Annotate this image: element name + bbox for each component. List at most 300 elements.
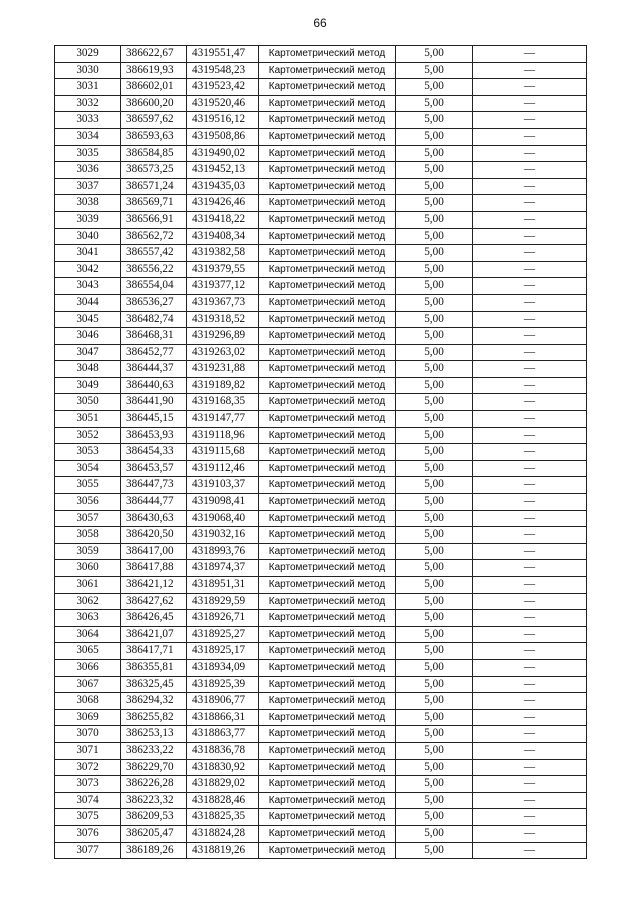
precision-cell: 5,00: [396, 427, 473, 444]
notes-cell: —: [473, 394, 587, 411]
y-coordinate-cell: 4319115,68: [187, 444, 259, 461]
point-number-cell: 3046: [55, 328, 121, 345]
point-number-cell: 3040: [55, 228, 121, 245]
notes-cell: —: [473, 261, 587, 278]
method-cell: Картометрический метод: [259, 792, 396, 809]
point-number-cell: 3059: [55, 543, 121, 560]
table-row: [55, 643, 587, 660]
precision-cell: 5,00: [396, 195, 473, 212]
y-coordinate-cell: 4318925,17: [187, 643, 259, 660]
y-coordinate-cell: 4319112,46: [187, 460, 259, 477]
method-cell: Картометрический метод: [259, 294, 396, 311]
y-coordinate-cell: 4318906,77: [187, 693, 259, 710]
point-number-cell: 3049: [55, 377, 121, 394]
precision-cell: 5,00: [396, 809, 473, 826]
notes-cell: —: [473, 195, 587, 212]
precision-cell: 5,00: [396, 460, 473, 477]
point-number-cell: 3035: [55, 145, 121, 162]
notes-cell: —: [473, 460, 587, 477]
table-row: [55, 659, 587, 676]
x-coordinate-cell: 386294,32: [121, 693, 187, 710]
y-coordinate-cell: 4319408,34: [187, 228, 259, 245]
method-cell: Картометрический метод: [259, 195, 396, 212]
y-coordinate-cell: 4319426,46: [187, 195, 259, 212]
precision-cell: 5,00: [396, 759, 473, 776]
method-cell: Картометрический метод: [259, 543, 396, 560]
precision-cell: 5,00: [396, 294, 473, 311]
x-coordinate-cell: 386325,45: [121, 676, 187, 693]
method-cell: Картометрический метод: [259, 245, 396, 262]
method-cell: Картометрический метод: [259, 427, 396, 444]
table-row: [55, 344, 587, 361]
point-number-cell: 3061: [55, 577, 121, 594]
x-coordinate-cell: 386223,32: [121, 792, 187, 809]
x-coordinate-cell: 386593,63: [121, 128, 187, 145]
point-number-cell: 3031: [55, 79, 121, 96]
table-body: [55, 46, 587, 859]
method-cell: Картометрический метод: [259, 128, 396, 145]
y-coordinate-cell: 4319296,89: [187, 328, 259, 345]
method-cell: Картометрический метод: [259, 112, 396, 129]
method-cell: Картометрический метод: [259, 709, 396, 726]
x-coordinate-cell: 386452,77: [121, 344, 187, 361]
y-coordinate-cell: 4319508,86: [187, 128, 259, 145]
y-coordinate-cell: 4319452,13: [187, 162, 259, 179]
table-row: [55, 842, 587, 859]
point-number-cell: 3048: [55, 361, 121, 378]
y-coordinate-cell: 4319318,52: [187, 311, 259, 328]
method-cell: Картометрический метод: [259, 460, 396, 477]
table-row: [55, 776, 587, 793]
precision-cell: 5,00: [396, 610, 473, 627]
notes-cell: —: [473, 494, 587, 511]
method-cell: Картометрический метод: [259, 560, 396, 577]
method-cell: Картометрический метод: [259, 693, 396, 710]
y-coordinate-cell: 4319516,12: [187, 112, 259, 129]
x-coordinate-cell: 386453,93: [121, 427, 187, 444]
notes-cell: —: [473, 510, 587, 527]
table-row: [55, 228, 587, 245]
point-number-cell: 3043: [55, 278, 121, 295]
point-number-cell: 3037: [55, 178, 121, 195]
precision-cell: 5,00: [396, 477, 473, 494]
point-number-cell: 3054: [55, 460, 121, 477]
table-row: [55, 825, 587, 842]
table-row: [55, 62, 587, 79]
table-row: [55, 112, 587, 129]
table-row: [55, 245, 587, 262]
table-row: [55, 676, 587, 693]
table-row: [55, 211, 587, 228]
notes-cell: —: [473, 112, 587, 129]
notes-cell: —: [473, 294, 587, 311]
precision-cell: 5,00: [396, 842, 473, 859]
x-coordinate-cell: 386454,33: [121, 444, 187, 461]
precision-cell: 5,00: [396, 377, 473, 394]
y-coordinate-cell: 4319379,55: [187, 261, 259, 278]
method-cell: Картометрический метод: [259, 145, 396, 162]
x-coordinate-cell: 386600,20: [121, 95, 187, 112]
notes-cell: —: [473, 79, 587, 96]
x-coordinate-cell: 386417,71: [121, 643, 187, 660]
notes-cell: —: [473, 62, 587, 79]
notes-cell: —: [473, 411, 587, 428]
x-coordinate-cell: 386427,62: [121, 593, 187, 610]
method-cell: Картометрический метод: [259, 510, 396, 527]
point-number-cell: 3041: [55, 245, 121, 262]
point-number-cell: 3044: [55, 294, 121, 311]
precision-cell: 5,00: [396, 726, 473, 743]
x-coordinate-cell: 386571,24: [121, 178, 187, 195]
y-coordinate-cell: 4319098,41: [187, 494, 259, 511]
method-cell: Картометрический метод: [259, 62, 396, 79]
y-coordinate-cell: 4319435,03: [187, 178, 259, 195]
method-cell: Картометрический метод: [259, 809, 396, 826]
notes-cell: —: [473, 311, 587, 328]
notes-cell: —: [473, 809, 587, 826]
precision-cell: 5,00: [396, 162, 473, 179]
precision-cell: 5,00: [396, 95, 473, 112]
method-cell: Картометрический метод: [259, 444, 396, 461]
x-coordinate-cell: 386255,82: [121, 709, 187, 726]
precision-cell: 5,00: [396, 560, 473, 577]
notes-cell: —: [473, 46, 587, 63]
precision-cell: 5,00: [396, 776, 473, 793]
table-row: [55, 278, 587, 295]
table-row: [55, 494, 587, 511]
method-cell: Картометрический метод: [259, 659, 396, 676]
point-number-cell: 3033: [55, 112, 121, 129]
table-row: [55, 79, 587, 96]
x-coordinate-cell: 386557,42: [121, 245, 187, 262]
point-number-cell: 3053: [55, 444, 121, 461]
y-coordinate-cell: 4318824,28: [187, 825, 259, 842]
point-number-cell: 3060: [55, 560, 121, 577]
x-coordinate-cell: 386482,74: [121, 311, 187, 328]
notes-cell: —: [473, 444, 587, 461]
method-cell: Картометрический метод: [259, 261, 396, 278]
method-cell: Картометрический метод: [259, 411, 396, 428]
method-cell: Картометрический метод: [259, 742, 396, 759]
table-row: [55, 593, 587, 610]
y-coordinate-cell: 4318866,31: [187, 709, 259, 726]
point-number-cell: 3042: [55, 261, 121, 278]
point-number-cell: 3071: [55, 742, 121, 759]
table-row: [55, 510, 587, 527]
table-row: [55, 311, 587, 328]
precision-cell: 5,00: [396, 62, 473, 79]
notes-cell: —: [473, 543, 587, 560]
method-cell: Картометрический метод: [259, 394, 396, 411]
method-cell: Картометрический метод: [259, 162, 396, 179]
y-coordinate-cell: 4319367,73: [187, 294, 259, 311]
y-coordinate-cell: 4318993,76: [187, 543, 259, 560]
y-coordinate-cell: 4319263,02: [187, 344, 259, 361]
point-number-cell: 3072: [55, 759, 121, 776]
x-coordinate-cell: 386417,00: [121, 543, 187, 560]
notes-cell: —: [473, 776, 587, 793]
x-coordinate-cell: 386421,12: [121, 577, 187, 594]
notes-cell: —: [473, 560, 587, 577]
notes-cell: —: [473, 344, 587, 361]
page-number: 66: [313, 16, 327, 30]
notes-cell: —: [473, 693, 587, 710]
method-cell: Картометрический метод: [259, 178, 396, 195]
precision-cell: 5,00: [396, 311, 473, 328]
x-coordinate-cell: 386420,50: [121, 527, 187, 544]
y-coordinate-cell: 4319520,46: [187, 95, 259, 112]
x-coordinate-cell: 386554,04: [121, 278, 187, 295]
table-row: [55, 162, 587, 179]
method-cell: Картометрический метод: [259, 626, 396, 643]
y-coordinate-cell: 4318836,78: [187, 742, 259, 759]
method-cell: Картометрический метод: [259, 842, 396, 859]
y-coordinate-cell: 4319103,37: [187, 477, 259, 494]
method-cell: Картометрический метод: [259, 643, 396, 660]
method-cell: Картометрический метод: [259, 361, 396, 378]
notes-cell: —: [473, 643, 587, 660]
table-row: [55, 560, 587, 577]
x-coordinate-cell: 386444,37: [121, 361, 187, 378]
point-number-cell: 3034: [55, 128, 121, 145]
precision-cell: 5,00: [396, 178, 473, 195]
point-number-cell: 3036: [55, 162, 121, 179]
x-coordinate-cell: 386229,70: [121, 759, 187, 776]
x-coordinate-cell: 386584,85: [121, 145, 187, 162]
x-coordinate-cell: 386562,72: [121, 228, 187, 245]
y-coordinate-cell: 4319548,23: [187, 62, 259, 79]
x-coordinate-cell: 386426,45: [121, 610, 187, 627]
table-row: [55, 427, 587, 444]
y-coordinate-cell: 4319118,96: [187, 427, 259, 444]
x-coordinate-cell: 386622,67: [121, 46, 187, 63]
point-number-cell: 3066: [55, 659, 121, 676]
x-coordinate-cell: 386417,88: [121, 560, 187, 577]
table-row: [55, 411, 587, 428]
x-coordinate-cell: 386602,01: [121, 79, 187, 96]
point-number-cell: 3062: [55, 593, 121, 610]
method-cell: Картометрический метод: [259, 46, 396, 63]
point-number-cell: 3045: [55, 311, 121, 328]
table-row: [55, 477, 587, 494]
precision-cell: 5,00: [396, 411, 473, 428]
table-row: [55, 809, 587, 826]
method-cell: Картометрический метод: [259, 527, 396, 544]
notes-cell: —: [473, 377, 587, 394]
y-coordinate-cell: 4318829,02: [187, 776, 259, 793]
y-coordinate-cell: 4318825,35: [187, 809, 259, 826]
point-number-cell: 3050: [55, 394, 121, 411]
notes-cell: —: [473, 742, 587, 759]
precision-cell: 5,00: [396, 245, 473, 262]
x-coordinate-cell: 386445,15: [121, 411, 187, 428]
point-number-cell: 3030: [55, 62, 121, 79]
y-coordinate-cell: 4319523,42: [187, 79, 259, 96]
precision-cell: 5,00: [396, 494, 473, 511]
notes-cell: —: [473, 145, 587, 162]
y-coordinate-cell: 4319147,77: [187, 411, 259, 428]
method-cell: Картометрический метод: [259, 577, 396, 594]
x-coordinate-cell: 386189,26: [121, 842, 187, 859]
y-coordinate-cell: 4318934,09: [187, 659, 259, 676]
precision-cell: 5,00: [396, 643, 473, 660]
x-coordinate-cell: 386441,90: [121, 394, 187, 411]
method-cell: Картометрический метод: [259, 95, 396, 112]
x-coordinate-cell: 386536,27: [121, 294, 187, 311]
method-cell: Картометрический метод: [259, 278, 396, 295]
table-row: [55, 759, 587, 776]
point-number-cell: 3038: [55, 195, 121, 212]
x-coordinate-cell: 386566,91: [121, 211, 187, 228]
table-row: [55, 294, 587, 311]
method-cell: Картометрический метод: [259, 593, 396, 610]
point-number-cell: 3047: [55, 344, 121, 361]
y-coordinate-cell: 4319068,40: [187, 510, 259, 527]
point-number-cell: 3029: [55, 46, 121, 63]
method-cell: Картометрический метод: [259, 726, 396, 743]
precision-cell: 5,00: [396, 394, 473, 411]
precision-cell: 5,00: [396, 228, 473, 245]
point-number-cell: 3076: [55, 825, 121, 842]
method-cell: Картометрический метод: [259, 79, 396, 96]
precision-cell: 5,00: [396, 825, 473, 842]
y-coordinate-cell: 4319189,82: [187, 377, 259, 394]
precision-cell: 5,00: [396, 211, 473, 228]
notes-cell: —: [473, 95, 587, 112]
point-number-cell: 3068: [55, 693, 121, 710]
precision-cell: 5,00: [396, 46, 473, 63]
precision-cell: 5,00: [396, 676, 473, 693]
notes-cell: —: [473, 278, 587, 295]
x-coordinate-cell: 386355,81: [121, 659, 187, 676]
y-coordinate-cell: 4318863,77: [187, 726, 259, 743]
x-coordinate-cell: 386569,71: [121, 195, 187, 212]
x-coordinate-cell: 386253,13: [121, 726, 187, 743]
point-number-cell: 3051: [55, 411, 121, 428]
table-row: [55, 543, 587, 560]
table-row: [55, 377, 587, 394]
y-coordinate-cell: 4319168,35: [187, 394, 259, 411]
y-coordinate-cell: 4318819,26: [187, 842, 259, 859]
method-cell: Картометрический метод: [259, 610, 396, 627]
notes-cell: —: [473, 527, 587, 544]
point-number-cell: 3063: [55, 610, 121, 627]
point-number-cell: 3065: [55, 643, 121, 660]
table-row: [55, 394, 587, 411]
table-row: [55, 145, 587, 162]
x-coordinate-cell: 386226,28: [121, 776, 187, 793]
notes-cell: —: [473, 328, 587, 345]
x-coordinate-cell: 386556,22: [121, 261, 187, 278]
notes-cell: —: [473, 593, 587, 610]
table-row: [55, 626, 587, 643]
y-coordinate-cell: 4319032,16: [187, 527, 259, 544]
x-coordinate-cell: 386430,63: [121, 510, 187, 527]
precision-cell: 5,00: [396, 145, 473, 162]
notes-cell: —: [473, 842, 587, 859]
method-cell: Картометрический метод: [259, 776, 396, 793]
precision-cell: 5,00: [396, 361, 473, 378]
x-coordinate-cell: 386597,62: [121, 112, 187, 129]
x-coordinate-cell: 386453,57: [121, 460, 187, 477]
notes-cell: —: [473, 610, 587, 627]
table-row: [55, 95, 587, 112]
table-row: [55, 178, 587, 195]
precision-cell: 5,00: [396, 444, 473, 461]
point-number-cell: 3077: [55, 842, 121, 859]
method-cell: Картометрический метод: [259, 759, 396, 776]
method-cell: Картометрический метод: [259, 494, 396, 511]
y-coordinate-cell: 4318830,92: [187, 759, 259, 776]
table-row: [55, 361, 587, 378]
precision-cell: 5,00: [396, 510, 473, 527]
x-coordinate-cell: 386205,47: [121, 825, 187, 842]
x-coordinate-cell: 386421,07: [121, 626, 187, 643]
point-number-cell: 3055: [55, 477, 121, 494]
precision-cell: 5,00: [396, 593, 473, 610]
precision-cell: 5,00: [396, 693, 473, 710]
precision-cell: 5,00: [396, 577, 473, 594]
table-row: [55, 46, 587, 63]
table-row: [55, 527, 587, 544]
y-coordinate-cell: 4319231,88: [187, 361, 259, 378]
precision-cell: 5,00: [396, 742, 473, 759]
point-number-cell: 3074: [55, 792, 121, 809]
precision-cell: 5,00: [396, 278, 473, 295]
y-coordinate-cell: 4319377,12: [187, 278, 259, 295]
notes-cell: —: [473, 759, 587, 776]
y-coordinate-cell: 4319551,47: [187, 46, 259, 63]
table-row: [55, 610, 587, 627]
x-coordinate-cell: 386444,77: [121, 494, 187, 511]
y-coordinate-cell: 4318925,27: [187, 626, 259, 643]
precision-cell: 5,00: [396, 659, 473, 676]
precision-cell: 5,00: [396, 112, 473, 129]
x-coordinate-cell: 386619,93: [121, 62, 187, 79]
method-cell: Картометрический метод: [259, 676, 396, 693]
notes-cell: —: [473, 245, 587, 262]
x-coordinate-cell: 386447,73: [121, 477, 187, 494]
method-cell: Картометрический метод: [259, 344, 396, 361]
notes-cell: —: [473, 626, 587, 643]
method-cell: Картометрический метод: [259, 377, 396, 394]
table-row: [55, 261, 587, 278]
y-coordinate-cell: 4318926,71: [187, 610, 259, 627]
precision-cell: 5,00: [396, 626, 473, 643]
method-cell: Картометрический метод: [259, 311, 396, 328]
table-row: [55, 195, 587, 212]
table-row: [55, 726, 587, 743]
notes-cell: —: [473, 361, 587, 378]
notes-cell: —: [473, 676, 587, 693]
x-coordinate-cell: 386440,63: [121, 377, 187, 394]
y-coordinate-cell: 4318951,31: [187, 577, 259, 594]
notes-cell: —: [473, 427, 587, 444]
method-cell: Картометрический метод: [259, 228, 396, 245]
table-row: [55, 444, 587, 461]
precision-cell: 5,00: [396, 79, 473, 96]
point-number-cell: 3073: [55, 776, 121, 793]
notes-cell: —: [473, 726, 587, 743]
notes-cell: —: [473, 792, 587, 809]
table-row: [55, 693, 587, 710]
method-cell: Картометрический метод: [259, 211, 396, 228]
point-number-cell: 3056: [55, 494, 121, 511]
y-coordinate-cell: 4319490,02: [187, 145, 259, 162]
coordinates-table: [54, 45, 587, 859]
table-row: [55, 577, 587, 594]
notes-cell: —: [473, 577, 587, 594]
